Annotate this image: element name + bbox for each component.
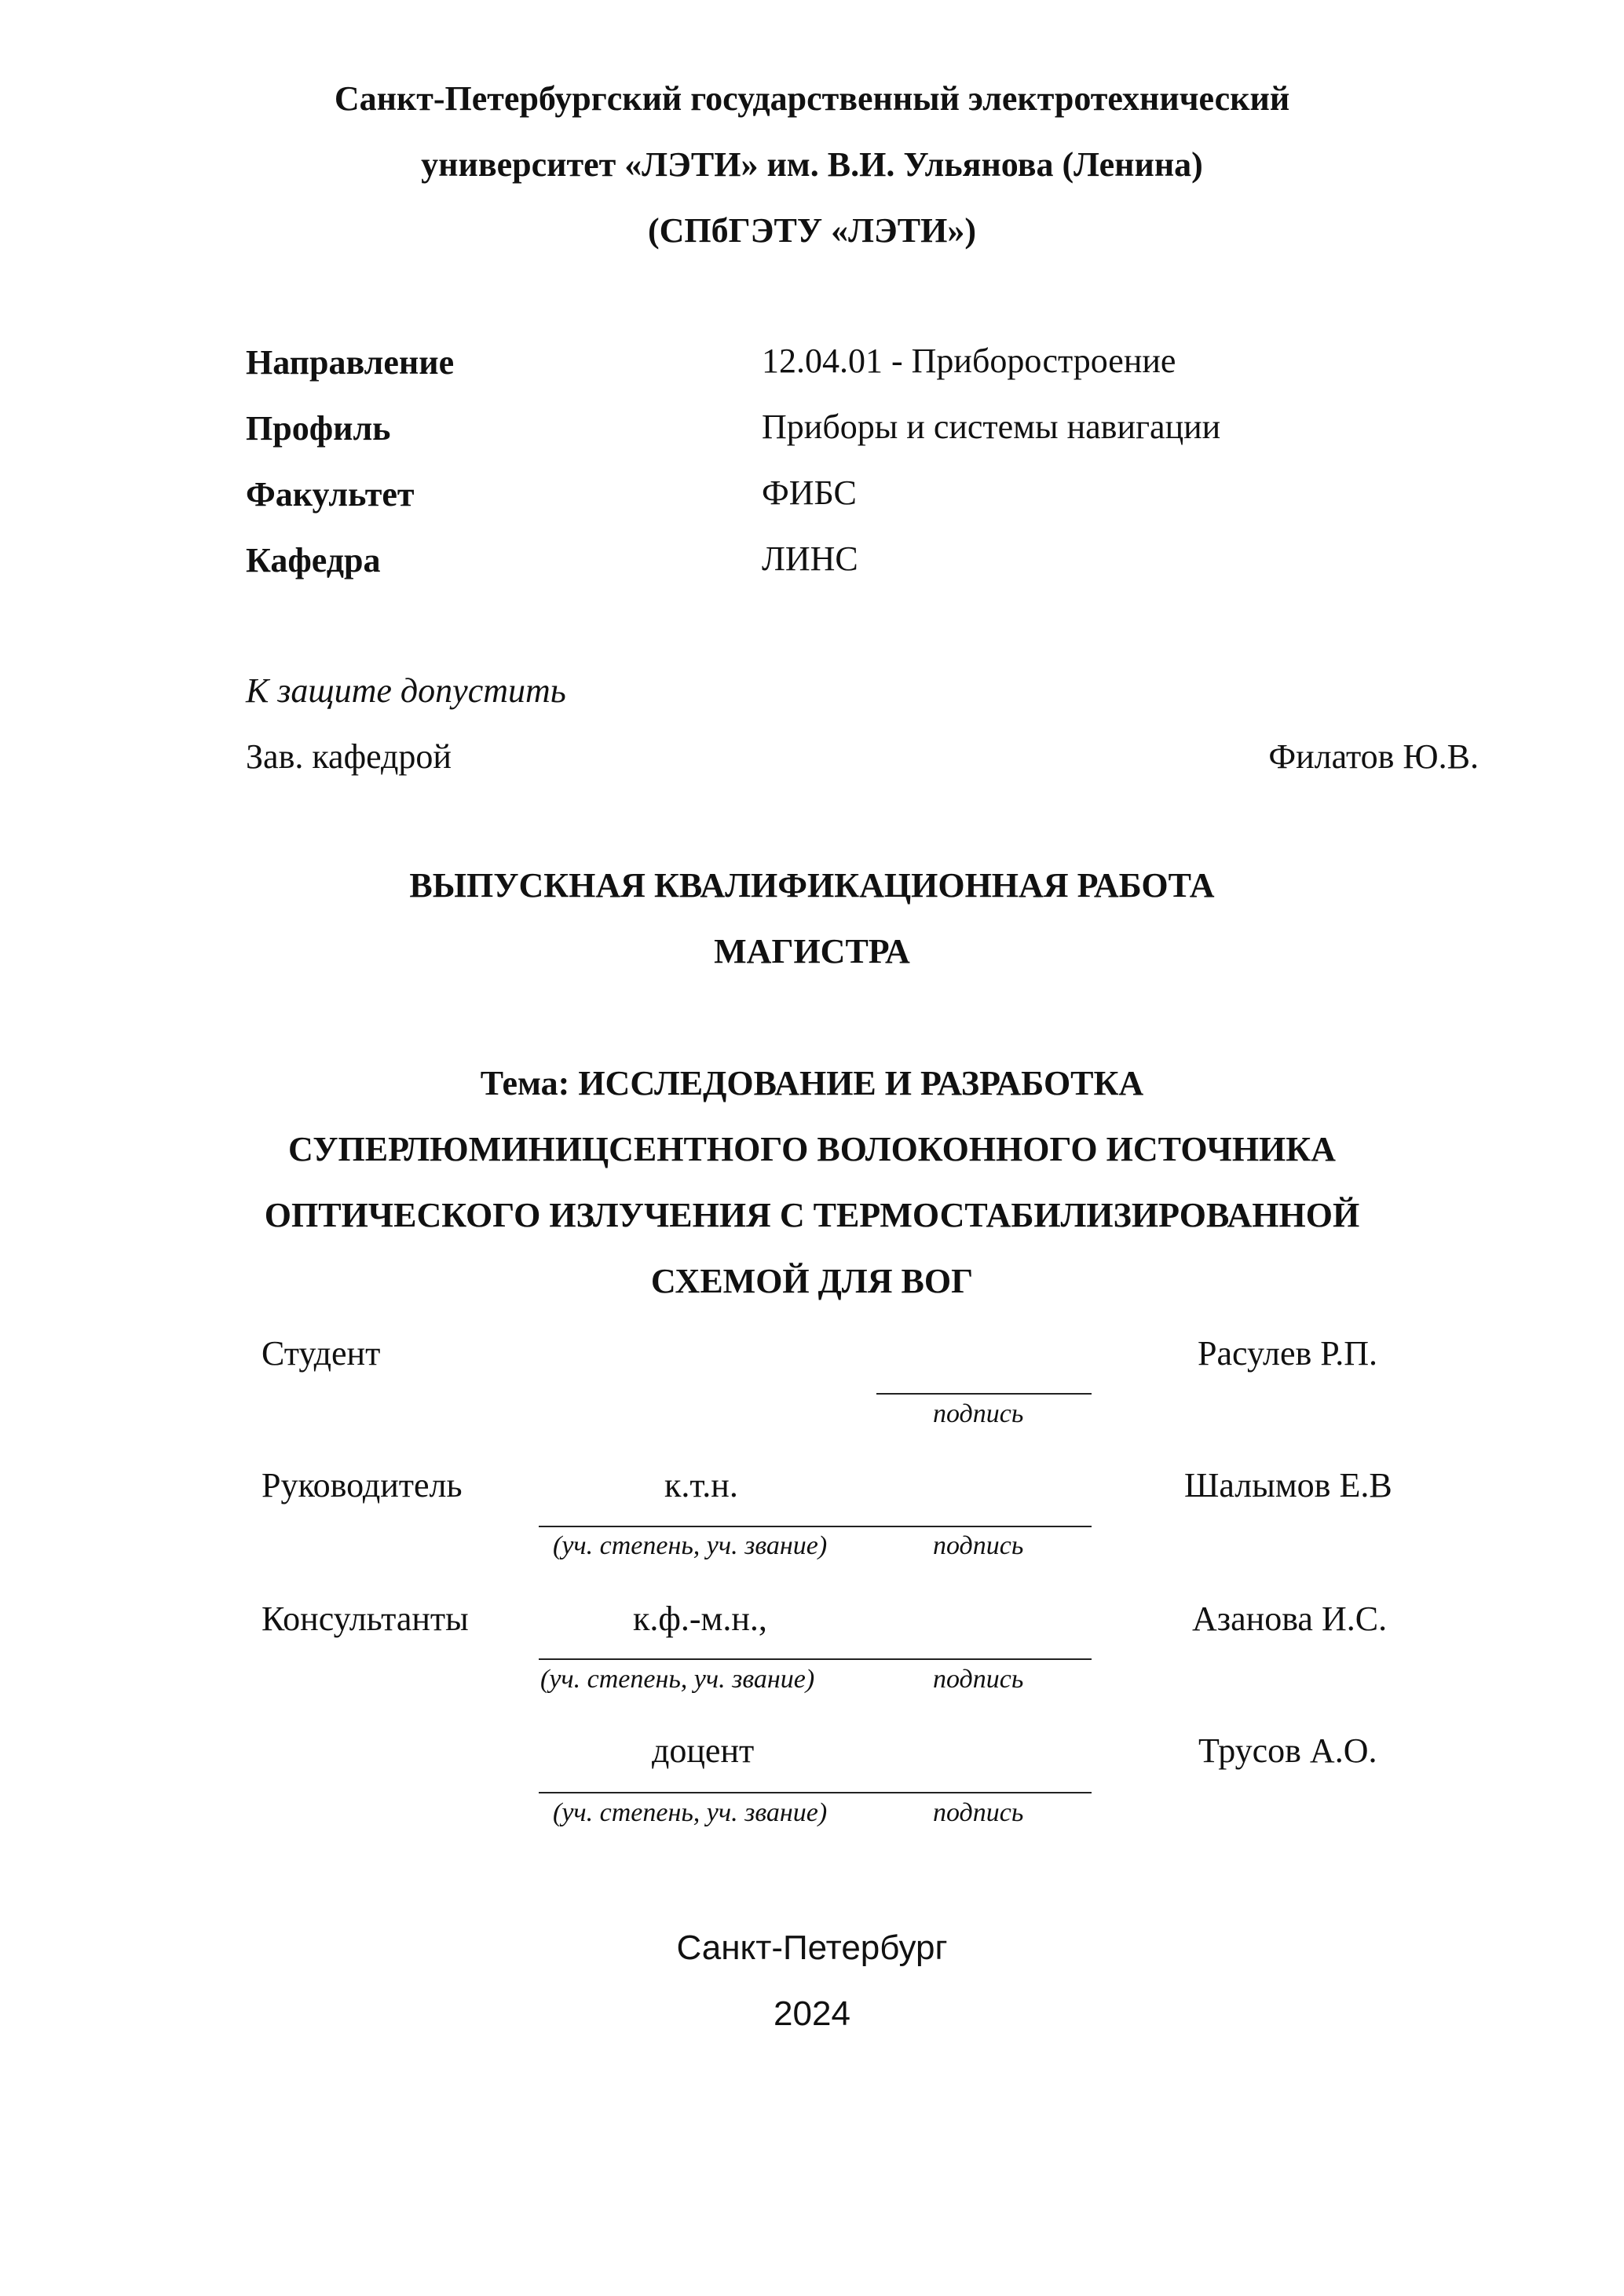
consultant-1-degree-caption: (уч. степень, уч. звание)	[540, 1665, 815, 1694]
student-signature-caption: подпись	[933, 1399, 1024, 1428]
university-line-1: Санкт-Петербургский государственный электротехнический	[334, 79, 1290, 118]
profile-value: Приборы и системы навигации	[762, 408, 1221, 446]
topic-prefix: Тема:	[480, 1064, 570, 1102]
department-label: Кафедра	[246, 541, 381, 579]
student-role: Студент	[262, 1334, 381, 1373]
consultant-1-signature-line	[539, 1658, 1092, 1660]
consultants-role: Консультанты	[262, 1600, 469, 1638]
faculty-label: Факультет	[246, 475, 415, 514]
topic-line-1	[0, 1063, 1624, 1103]
footer-year: 2024	[774, 1994, 850, 2033]
topic-line-4: СХЕМОЙ ДЛЯ ВОГ	[650, 1262, 974, 1300]
consultant-2-degree: доцент	[652, 1731, 755, 1770]
consultant-1-name: Азанова И.С.	[1192, 1600, 1388, 1638]
supervisor-degree: к.т.н.	[664, 1466, 738, 1504]
supervisor-signature-caption: подпись	[933, 1531, 1024, 1560]
consultant-2-signature-line	[539, 1792, 1092, 1793]
head-of-department-label: Зав. кафедрой	[246, 737, 452, 776]
work-type-line-2: МАГИСТРА	[714, 932, 910, 971]
topic-line-2: СУПЕРЛЮМИНИЦСЕНТНОГО ВОЛОКОННОГО ИСТОЧНИКА	[288, 1130, 1336, 1168]
supervisor-signature-line	[539, 1526, 1092, 1527]
faculty-value: ФИБС	[762, 473, 857, 512]
direction-value: 12.04.01 - Приборостроение	[762, 342, 1176, 380]
student-name: Расулев Р.П.	[1198, 1334, 1378, 1373]
work-type-line-1: ВЫПУСКНАЯ КВАЛИФИКАЦИОННАЯ РАБОТА	[409, 866, 1215, 905]
supervisor-degree-caption: (уч. степень, уч. звание)	[553, 1531, 828, 1560]
direction-label: Направление	[246, 343, 455, 382]
consultant-2-name: Трусов А.О.	[1198, 1731, 1377, 1770]
supervisor-name: Шалымов Е.В	[1184, 1466, 1392, 1504]
university-line-2: университет «ЛЭТИ» им. В.И. Ульянова (Ленина)	[421, 145, 1203, 184]
university-line-3: (СПбГЭТУ «ЛЭТИ»)	[648, 211, 976, 250]
topic-line-3: ОПТИЧЕСКОГО ИЗЛУЧЕНИЯ С ТЕРМОСТАБИЛИЗИРОВАННОЙ	[264, 1196, 1360, 1234]
admission-note: К защите допустить	[246, 671, 566, 710]
profile-label: Профиль	[246, 409, 391, 448]
consultant-1-degree: к.ф.-м.н.,	[633, 1600, 767, 1638]
consultant-1-signature-caption: подпись	[933, 1665, 1024, 1694]
department-value: ЛИНС	[762, 539, 858, 578]
student-signature-line	[876, 1393, 1092, 1395]
head-of-department-name: Филатов Ю.В.	[1268, 737, 1479, 776]
supervisor-role: Руководитель	[262, 1466, 463, 1504]
topic-title-start: ИССЛЕДОВАНИЕ И РАЗРАБОТКА	[578, 1064, 1144, 1102]
consultant-2-degree-caption: (уч. степень, уч. звание)	[553, 1798, 828, 1827]
consultant-2-signature-caption: подпись	[933, 1798, 1024, 1827]
footer-city: Санкт-Петербург	[676, 1929, 948, 1967]
